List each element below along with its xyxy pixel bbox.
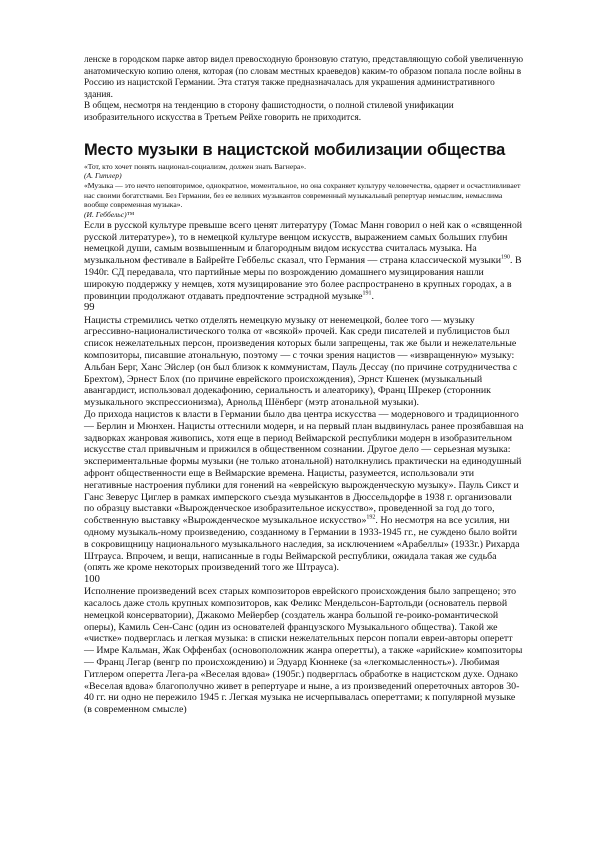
- epigraph-author-2: (И. Геббельс)™: [84, 210, 135, 220]
- document-page: [84, 55, 524, 716]
- intro-paragraph-1: ленске в городском парке автор видел превосходную бронзовую статую, представляющую собой увеличенную анатомическую копию оленя, которая (по словам местных краеведов) каким-то образом попала после войны в Россию из нацистской Германии. Эта статуя также предназначалась для украшения административного здания.: [84, 55, 524, 100]
- footnote-ref: 192: [366, 514, 376, 521]
- paragraph-unwanted-composers: Нацисты стремились четко отделять немецкую музыку от ненемецкой, более того — музыку агрессивно-националистического толка от «всякой» прочей. Как среди писателей и публицистов был список нежелательных персон, произведения которых были запрещены, так же были и нежелательные композиторы, писавшие атональную, поэтому — с точки зрения нацистов — «извращенную» музыку: Альбан Берг, Ханс Эйслер (он был близок к коммунистам, Пауль Дессау (по причине сотрудничества с Брехтом), Эрнест Блох (по причине еврейского происхождения), Эрнст Кшенек (музыкальный авангардист, использовал додекафонию, сериальность и алеаторику), Франц Шрекер (сторонник музыкального экспрессионизма), Арнольд Шёнберг (мэтр атональной музыки).: [84, 314, 518, 409]
- epigraph-quote-2: «Музыка — это нечто неповторимое, однократное, моментальное, но она сохраняет культуру человечества, одаряет и осчастливливает нас своими богатствами. Без Германии, без ее великих музыкантов современный музыкальный репертуар немыслим, немыслима вообще современная музыка».: [84, 180, 521, 210]
- epigraph-quote-1: «Тот, кто хочет понять национал-социализм, должен знать Вагнера».: [84, 161, 307, 171]
- paragraph-text: . В 1940г. СД передавала, что партийные меры по возрождению домашнего музицирования нашли широкую поддержку у немцев, хотя музицирование это более распространено в крупных городах, а в провинции продолжают отдавать предпочтение эстрадной музыке: [84, 255, 522, 302]
- section-title: Место музыки в нацистской мобилизации общества: [84, 140, 506, 159]
- paragraph-banned-jewish-composers: Исполнение произведений всех старых композиторов еврейского происхождения было запрещено; это касалось даже столь крупных композиторов, как Феликс Мендельсон-Бартольди (основатель первой немецкой консерватории), Джакомо Мейербер (создатель жанра большой ге-роико-романтической оперы), Камиль Сен-Санс (один из основателей французского Музыкального общества). Такой же «чистке» подверглась и легкая музыка: в списки нежелательных персон попали евреи-авторы оперетт — Имре Кальман, Жак Оффенбах (основоположник жанра оперетты), а также «арийские» композиторы — Франц Легар (венгр по происхождению) и Эдуард Кюннеке (за «легкомысленность»). Любимая Гитлером оперетта Лега-ра «Веселая вдова» (1905г.) подверглась обработке в нацистском духе. Однако «Веселая вдова» благополучно живет в репертуаре и ныне, а из произведений опереточных авторов 30-40 гг. ни одно не пережило 1945 г. Легкая музыка не исчерпывалась опереттами; к популярной музыке (в современном смысле): [84, 586, 523, 716]
- intro-paragraph-2: В общем, несмотря на тенденцию в сторону фашистодности, о полной стилевой унификации изобразительного искусства в Третьем Рейхе говорить не приходится.: [84, 101, 454, 123]
- paragraph-text: Если в русской культуре превыше всего ценят литературу (Томас Манн говорил о ней как о «священной русской литературе»), то в немецкой культуре венцом искусств, выражением самых больших глубин немецкой души, самым возвышенным и благородным видом искусства считалась музыка. На музыкальном фестивале в Байрейте Геббельс сказал, что Германия — страна классической музыки: [84, 219, 523, 267]
- footnote-ref: 190: [501, 254, 511, 261]
- paragraph-text: .: [371, 290, 374, 302]
- page-number: 100: [84, 574, 100, 586]
- footnote-ref: 191: [362, 290, 372, 297]
- epigraphs: [84, 162, 524, 220]
- epigraph-author-1: (А. Гитлер): [84, 171, 122, 181]
- page-number: 99: [84, 302, 95, 314]
- paragraph-music-culture: [84, 220, 524, 303]
- paragraph-text: . Но несмотря на все усилия, ни одному музыкаль-ному произведению, созданному в Германии в 1933-1945 гг., не суждено было войти в сокровищницу национального музыкального наследия, за исключением «Арабеллы» (1933г.) Рихарда Штрауса. Впрочем, и вещи, написанные в годы Веймарской республики, ожидала такая же судьба (опять же кроме некоторых произведений того же Штрауса).: [84, 515, 520, 574]
- paragraph-degenerate-music: [84, 409, 524, 574]
- paragraph-text: До прихода нацистов к власти в Германии было два центра искусства — модернового и традиционного — Берлин и Мюнхен. Нацисты оттеснили модерн, и на первый план выдвинулась ранее прозябавшая на задворках жанровая живопись, хотя еще в период Веймарской республики модерн в изобразительном искусстве стал привычным и прижился в общественном сознании. Другое дело — серьезная музыка: экспериментальные формы музыки (не только атональной) натолкнулись практически на единодушный афронт общественности еще в Веймарские времена. Нацисты, разумеется, использовали эти негативные настроения публики для гонений на «еврейскую вырожденческую музыку». Пауль Сикст и Ганс Зеверус Циглер в рамках имперского съезда музыкантов в Дюссельдорфе в 1938 г. организовали по образцу выставки «Вырожденческое изобразительное искусство», проведенной за год до того, собственную выставку «Вырожденческое музыкальное искусство»: [84, 408, 524, 527]
